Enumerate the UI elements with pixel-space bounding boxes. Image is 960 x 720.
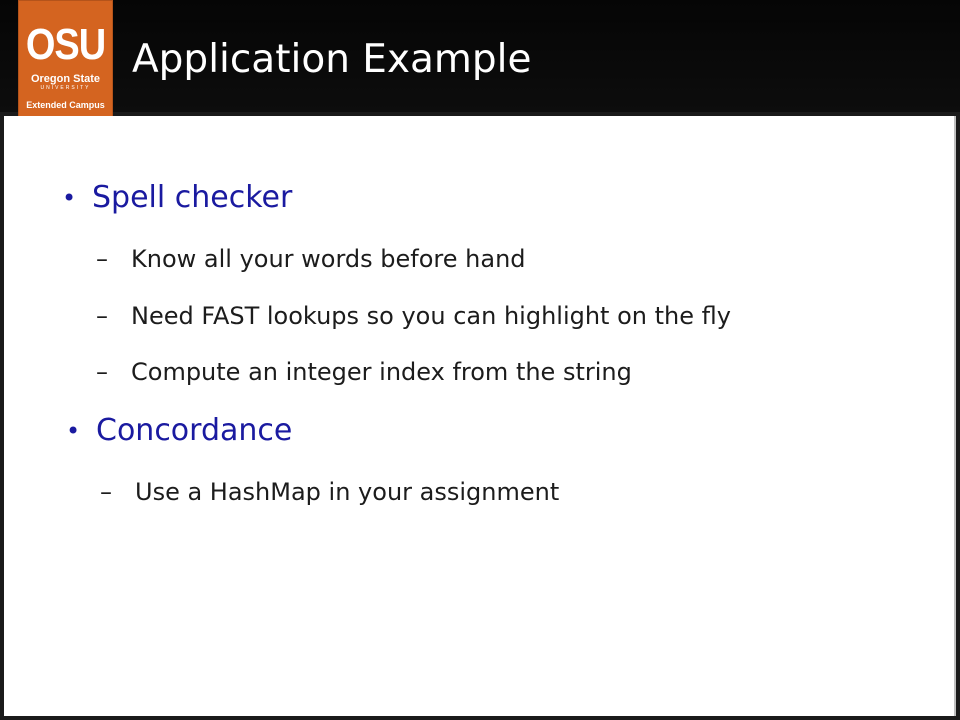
dash-icon: – [96,245,108,273]
dash-icon: – [96,358,108,386]
sub-item-label: Know all your words before hand [131,245,526,273]
sub-item-label: Need FAST lookups so you can highlight on the fly [131,302,731,330]
sub-item-label: Use a HashMap in your assignment [135,478,560,506]
bullet-dot-icon: • [66,417,81,445]
slide-content [4,116,956,716]
dash-icon: – [96,302,108,330]
sub-item [96,301,731,331]
bullet-concordance [66,413,293,449]
sub-item [96,244,526,274]
sub-item-label: Compute an integer index from the string [131,358,632,386]
logo-extended-campus-text: Extended Campus [26,100,105,110]
logo-university-text: UNIVERSITY [40,85,91,91]
bullet-label: Spell checker [92,180,293,215]
dash-icon: – [100,478,112,506]
slide-header [0,0,960,112]
logo-osu-text: OSU [25,20,106,70]
logo-oregon-state-text: Oregon State [30,73,101,85]
bullet-dot-icon: • [62,184,77,212]
sub-item [100,477,560,507]
bullet-spell-checker [62,180,293,216]
slide-title: Application Example [132,37,532,82]
bullet-label: Concordance [96,413,293,448]
sub-item [96,357,632,387]
